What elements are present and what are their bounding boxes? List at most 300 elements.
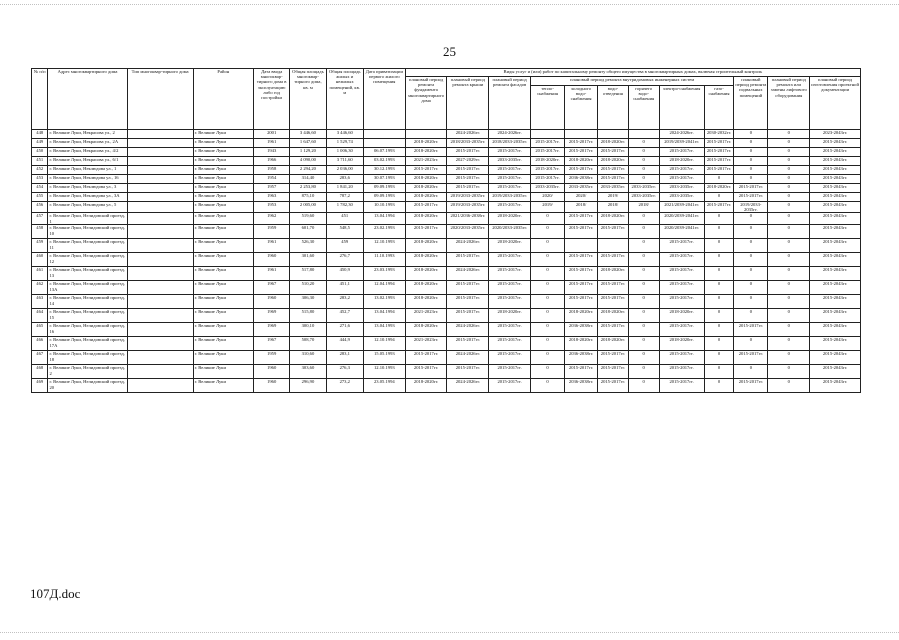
cell-living: 276,3	[326, 365, 363, 379]
cell-lift: 0	[768, 193, 810, 202]
cell-year: 1958	[254, 166, 290, 175]
cell-base: 0	[734, 166, 768, 175]
cell-roof: 2019/2033-2035гг.	[447, 202, 489, 213]
cell-year: 1960	[254, 253, 290, 267]
cell-addr: г. Великие Луки, Неклюдова ул., 16	[48, 175, 127, 184]
cell-base: 2015-2017гг.	[734, 379, 768, 393]
cell-year: 1954	[254, 175, 290, 184]
cell-found: 2015-2017гг.	[405, 225, 447, 239]
col-address: Адрес многоквартирного дома	[48, 69, 127, 130]
cell-living: 283,6	[326, 175, 363, 184]
cell-type	[127, 193, 193, 202]
cell-roof: 2015-2017гг.	[447, 253, 489, 267]
cell-priv: 12.10.1994	[363, 337, 405, 351]
cell-year: 1960	[254, 295, 290, 309]
cell-facade: 2015-2017гг.	[489, 281, 531, 295]
cell-total: 508,70	[290, 337, 326, 351]
cell-sewer: 2033-2035гг.	[598, 184, 629, 193]
cell-base: 0	[734, 175, 768, 184]
cell-facade: 2018-2020гг.	[489, 239, 531, 253]
cell-roof: 2024-2026гг.	[447, 379, 489, 393]
cell-dist: г. Великие Луки	[193, 281, 253, 295]
cell-hot: 0	[628, 148, 659, 157]
cell-found: 2018-2020гг.	[405, 379, 447, 393]
cell-sewer: 2015-2017гг.	[598, 379, 629, 393]
cell-hot: 2018/	[628, 202, 659, 213]
cell-dist: г. Великие Луки	[193, 309, 253, 323]
cell-found: 2018-2020гг.	[405, 139, 447, 148]
cell-lift: 0	[768, 309, 810, 323]
cell-facade: 2015-2017гг.	[489, 253, 531, 267]
cell-year: 1959	[254, 351, 290, 365]
col-roof: плановый период ремонта крыши	[447, 77, 489, 130]
cell-addr: г. Великие Луки, Некрасова ул., 2А	[48, 139, 127, 148]
cell-roof: 2015-2017гг.	[447, 309, 489, 323]
cell-type	[127, 337, 193, 351]
cell-type	[127, 267, 193, 281]
cell-proj: 2015-2043гг.	[810, 139, 861, 148]
col-hot-water: горячего водо-снабжения	[628, 86, 659, 130]
cell-year: 1967	[254, 337, 290, 351]
cell-dist: г. Великие Луки	[193, 213, 253, 225]
cell-sewer: 2015-2017гг.	[598, 281, 629, 295]
cell-roof: 2015-2017гг.	[447, 148, 489, 157]
cell-priv: 09.09.1993	[363, 184, 405, 193]
cell-gas: 2015-2017гг.	[704, 157, 734, 166]
cell-facade: 2019/2033-2035гг.	[489, 193, 531, 202]
cell-priv: 06.07.1993	[363, 148, 405, 157]
cell-type	[127, 239, 193, 253]
cell-heat: 2033-2035гг.	[531, 184, 565, 193]
cell-lift: 0	[768, 379, 810, 393]
cell-total: 2 253,80	[290, 184, 326, 193]
cell-type	[127, 213, 193, 225]
cell-lift: 0	[768, 213, 810, 225]
cell-facade: 2015-2017гг.	[489, 148, 531, 157]
cell-type	[127, 139, 193, 148]
cell-hot: 0	[628, 365, 659, 379]
cell-n: 468	[32, 365, 48, 379]
cell-sewer: 2018-2020гг.	[598, 309, 629, 323]
cell-roof: 2015-2017гг.	[447, 295, 489, 309]
cell-found: 2018-2020гг.	[405, 213, 447, 225]
cell-gas: 2015-2017гг.	[704, 139, 734, 148]
cell-elec: 2015-2017гг.	[659, 267, 704, 281]
cell-year: 1966	[254, 157, 290, 166]
cell-total: 1 129,20	[290, 148, 326, 157]
cell-n: 460	[32, 253, 48, 267]
cell-proj: 2015-2043гг.	[810, 253, 861, 267]
cell-gas: 0	[704, 309, 734, 323]
cell-found: 2018-2020гг.	[405, 239, 447, 253]
cell-cold	[565, 239, 598, 253]
cell-hot: 0	[628, 213, 659, 225]
cell-elec: 2015-2017гг.	[659, 166, 704, 175]
cell-addr: г. Великие Луки, Нелидовский проезд, 15	[48, 309, 127, 323]
cell-elec: 2015-2017гг.	[659, 175, 704, 184]
table-row	[32, 281, 861, 295]
cell-total: 2 294,20	[290, 166, 326, 175]
cell-total: 2 005,00	[290, 202, 326, 213]
cell-hot: 0	[628, 239, 659, 253]
cell-n: 469	[32, 379, 48, 393]
cell-found: 2015-2017гг.	[405, 166, 447, 175]
cell-cold: 2015-2017гг.	[565, 295, 598, 309]
cell-living: 450,9	[326, 267, 363, 281]
cell-cold: 2015-2017гг.	[565, 267, 598, 281]
cell-type	[127, 379, 193, 393]
cell-priv: 30.12.1993	[363, 166, 405, 175]
col-gas: газо-снабжения	[704, 86, 734, 130]
cell-sewer: 2015-2017гг.	[598, 295, 629, 309]
cell-addr: г. Великие Луки, Нелидовский проезд, 14	[48, 295, 127, 309]
cell-heat: 2020/	[531, 193, 565, 202]
cell-priv	[363, 139, 405, 148]
cell-proj: 2015-2043гг.	[810, 337, 861, 351]
cell-proj: 2015-2043гг.	[810, 225, 861, 239]
cell-sewer: 2015-2017гг.	[598, 166, 629, 175]
cell-lift: 0	[768, 267, 810, 281]
cell-heat: 0	[531, 309, 565, 323]
table-row	[32, 323, 861, 337]
cell-dist: г. Великие Луки	[193, 365, 253, 379]
cell-type	[127, 323, 193, 337]
cell-elec: 2015-2017гг.	[659, 281, 704, 295]
cell-type	[127, 295, 193, 309]
cell-found: 2018-2020гг.	[405, 323, 447, 337]
table-row	[32, 379, 861, 393]
cell-cold: 2015-2017гг.	[565, 139, 598, 148]
cell-heat: 2015-2017гг.	[531, 175, 565, 184]
cell-heat: 0	[531, 295, 565, 309]
cell-hot: 0	[628, 225, 659, 239]
cell-cold: 2036-2038гг.	[565, 323, 598, 337]
cell-sewer: 2015-2017гг.	[598, 351, 629, 365]
cell-sewer: 2015-2017гг.	[598, 365, 629, 379]
cell-found: 2021-2023гг.	[405, 157, 447, 166]
cell-found: 2018-2020гг.	[405, 295, 447, 309]
cell-heat: 0	[531, 351, 565, 365]
col-district: Район	[193, 69, 253, 130]
cell-n: 453	[32, 175, 48, 184]
cell-n: 459	[32, 239, 48, 253]
cell-heat: 0	[531, 267, 565, 281]
cell-sewer: 2018-2020гг.	[598, 157, 629, 166]
cell-roof: 2015-2017гг.	[447, 337, 489, 351]
cell-sewer: 2019/	[598, 193, 629, 202]
cell-base: 0	[734, 253, 768, 267]
cell-base: 0	[734, 130, 768, 139]
cell-facade: 2018/2033-2035гг.	[489, 139, 531, 148]
cell-addr: г. Великие Луки, Нелидовский проезд, 12	[48, 253, 127, 267]
cell-heat: 2019/	[531, 202, 565, 213]
cell-facade: 2020/2033-2035гг.	[489, 225, 531, 239]
cell-elec: 2015-2017гг.	[659, 295, 704, 309]
cell-hot: 0	[628, 175, 659, 184]
cell-base: 0	[734, 337, 768, 351]
cell-hot: 0	[628, 166, 659, 175]
cell-gas: 2015-2017гг.	[704, 202, 734, 213]
cell-found: 2018-2020гг.	[405, 184, 447, 193]
cell-elec: 2018-2020гг.	[659, 157, 704, 166]
cell-year: 1969	[254, 309, 290, 323]
cell-cold: 2015-2017гг.	[565, 213, 598, 225]
cell-sewer	[598, 130, 629, 139]
cell-proj: 2015-2043гг.	[810, 202, 861, 213]
cell-type	[127, 130, 193, 139]
cell-total: 303,60	[290, 365, 326, 379]
cell-n: 457	[32, 213, 48, 225]
cell-found: 2021-2023гг.	[405, 309, 447, 323]
cell-type	[127, 148, 193, 157]
cell-hot: 0	[628, 281, 659, 295]
cell-heat: 0	[531, 365, 565, 379]
cell-lift: 0	[768, 130, 810, 139]
cell-type	[127, 157, 193, 166]
cell-living: 271,6	[326, 323, 363, 337]
cell-elec: 2033-2035гг.	[659, 193, 704, 202]
cell-priv: 23.03.1993	[363, 267, 405, 281]
cell-living: 1 782,30	[326, 202, 363, 213]
table-row	[32, 295, 861, 309]
cell-addr: г. Великие Луки, Нелидовский проезд, 18	[48, 351, 127, 365]
cell-living: 459	[326, 239, 363, 253]
table-row	[32, 157, 861, 166]
cell-roof: 2018/2033-2035гг.	[447, 139, 489, 148]
cell-lift: 0	[768, 225, 810, 239]
cell-proj: 2015-2043гг.	[810, 323, 861, 337]
cell-hot: 0	[628, 351, 659, 365]
cell-hot: 2033-2035гг.	[628, 193, 659, 202]
cell-n: 451	[32, 157, 48, 166]
col-elevator: плановый период ремонта или замены лифтового оборудования	[768, 77, 810, 130]
cell-elec: 2018-2020гг.	[659, 309, 704, 323]
cell-living: 3 446,60	[326, 130, 363, 139]
cell-proj: 2015-2043гг.	[810, 193, 861, 202]
cell-elec: 2033-2035гг.	[659, 184, 704, 193]
cell-total: 4 090,00	[290, 157, 326, 166]
cell-roof: 2015-2017гг.	[447, 184, 489, 193]
col-privatization: Дата приватизации первого жилого помещения	[363, 69, 405, 130]
cell-priv: 12.04.1994	[363, 281, 405, 295]
cell-found: 2015-2017гг.	[405, 202, 447, 213]
cell-type	[127, 351, 193, 365]
cell-living: 1 529,74	[326, 139, 363, 148]
cell-sewer: 2015-2017гг.	[598, 225, 629, 239]
cell-proj: 2015-2043гг.	[810, 166, 861, 175]
cell-roof: 2020/2033-2035гг.	[447, 225, 489, 239]
cell-gas: 0	[704, 323, 734, 337]
cell-roof: 2024-2026гг.	[447, 351, 489, 365]
cell-total: 301,60	[290, 253, 326, 267]
cell-n: 452	[32, 166, 48, 175]
cell-addr: г. Великие Луки, Некрасова ул., 2	[48, 130, 127, 139]
cell-priv: 11.10.1993	[363, 253, 405, 267]
cell-heat: 0	[531, 253, 565, 267]
cell-gas: 0	[704, 193, 734, 202]
cell-cold: 2018/	[565, 202, 598, 213]
cell-heat: 0	[531, 323, 565, 337]
cell-facade: 2015-2017гг.	[489, 267, 531, 281]
cell-elec: 2021/2039-2041гг.	[659, 202, 704, 213]
cell-lift: 0	[768, 239, 810, 253]
cell-base: 0	[734, 267, 768, 281]
cell-type	[127, 365, 193, 379]
col-facade: плановый период ремонта фасадов	[489, 77, 531, 130]
cell-year: 1959	[254, 225, 290, 239]
cell-base: 0	[734, 295, 768, 309]
cell-hot: 0	[628, 337, 659, 351]
cell-sewer: 2018/	[598, 202, 629, 213]
cell-gas: 2015-2017гг.	[704, 148, 734, 157]
cell-priv: 03.02.1993	[363, 157, 405, 166]
cell-total: 519,60	[290, 213, 326, 225]
cell-n: 467	[32, 351, 48, 365]
cell-cold: 2018-2020гг.	[565, 157, 598, 166]
cell-heat: 2015-2017гг.	[531, 139, 565, 148]
cell-lift: 0	[768, 281, 810, 295]
cell-cold: 2015-2017гг.	[565, 166, 598, 175]
cell-year: 1957	[254, 184, 290, 193]
cell-roof: 2024-2026гг.	[447, 130, 489, 139]
cell-total: 875,10	[290, 193, 326, 202]
cell-proj: 2015-2043гг.	[810, 213, 861, 225]
cell-base: 0	[734, 309, 768, 323]
cell-total: 601,70	[290, 225, 326, 239]
cell-living: 1 006,30	[326, 148, 363, 157]
cell-year: 1960	[254, 379, 290, 393]
cell-sewer: 2015-2017гг.	[598, 148, 629, 157]
table-header	[32, 69, 861, 130]
cell-living: 451,1	[326, 281, 363, 295]
scan-line-bottom	[0, 632, 899, 633]
cell-cold: 2036-2038гг.	[565, 351, 598, 365]
cell-heat: 0	[531, 213, 565, 225]
cell-total: 3 446,60	[290, 130, 326, 139]
cell-lift: 0	[768, 253, 810, 267]
cell-dist: г. Великие Луки	[193, 139, 253, 148]
cell-hot: 0	[628, 323, 659, 337]
cell-proj: 2015-2043гг.	[810, 309, 861, 323]
cell-base: 2015-2017гг.	[734, 323, 768, 337]
cell-elec: 2015-2017гг.	[659, 323, 704, 337]
cell-dist: г. Великие Луки	[193, 175, 253, 184]
cell-base: 0	[734, 239, 768, 253]
cell-living: 283,1	[326, 351, 363, 365]
cell-type	[127, 202, 193, 213]
cell-total: 515,80	[290, 309, 326, 323]
cell-hot: 2033-2035гг.	[628, 184, 659, 193]
cell-dist: г. Великие Луки	[193, 193, 253, 202]
cell-facade: 2015-2017гг.	[489, 351, 531, 365]
cell-facade: 2024-2026гг.	[489, 130, 531, 139]
cell-priv: 30.07.1993	[363, 175, 405, 184]
cell-total: 300,10	[290, 323, 326, 337]
cell-n: 466	[32, 337, 48, 351]
cell-found	[405, 130, 447, 139]
cell-roof: 2015-2017гг.	[447, 281, 489, 295]
cell-found: 2018-2020гг.	[405, 175, 447, 184]
cell-gas: 0	[704, 175, 734, 184]
cell-n: 454	[32, 184, 48, 193]
cell-year: 1962	[254, 213, 290, 225]
cell-gas: 0	[704, 295, 734, 309]
cell-n: 463	[32, 295, 48, 309]
cell-roof: 2015-2017гг.	[447, 365, 489, 379]
cell-gas: 0	[704, 281, 734, 295]
cell-sewer: 2015-2017гг.	[598, 323, 629, 337]
cell-heat: 2018-2020гг.	[531, 157, 565, 166]
cell-heat: 2015-2017гг.	[531, 166, 565, 175]
cell-priv: 13.02.1993	[363, 295, 405, 309]
table-row	[32, 193, 861, 202]
cell-proj: 2015-2043гг.	[810, 379, 861, 393]
cell-facade: 2015-2017гг.	[489, 295, 531, 309]
cell-hot	[628, 130, 659, 139]
table-body	[32, 130, 861, 393]
cell-roof: 2015-2017гг.	[447, 166, 489, 175]
cell-total: 510,20	[290, 281, 326, 295]
cell-gas: 0	[704, 225, 734, 239]
cell-lift: 0	[768, 166, 810, 175]
scan-line-top	[0, 4, 899, 5]
table-row	[32, 225, 861, 239]
page-number: 25	[443, 44, 456, 59]
cell-priv: 13.04.1993	[363, 323, 405, 337]
cell-proj: 2015-2043гг.	[810, 157, 861, 166]
cell-sewer: 2018-2020гг.	[598, 213, 629, 225]
cell-type	[127, 253, 193, 267]
table-row	[32, 213, 861, 225]
cell-facade: 2033-2035гг.	[489, 157, 531, 166]
cell-n: 456	[32, 202, 48, 213]
cell-base: 2015-2017гг.	[734, 184, 768, 193]
cell-living: 2 036,00	[326, 166, 363, 175]
cell-gas: 0	[704, 379, 734, 393]
cell-lift: 0	[768, 139, 810, 148]
cell-year: 1961	[254, 267, 290, 281]
cell-base: 0	[734, 213, 768, 225]
cell-living: 548,5	[326, 225, 363, 239]
cell-addr: г. Великие Луки, Некрасова ул., 6/1	[48, 157, 127, 166]
cell-hot: 0	[628, 267, 659, 281]
cell-year: 1963	[254, 193, 290, 202]
cell-roof: 2024-2026гг.	[447, 323, 489, 337]
cell-found: 2018-2020гг.	[405, 253, 447, 267]
cell-proj: 2023-2043гг.	[810, 130, 861, 139]
cell-addr: г. Великие Луки, Неклюдова ул., 3А	[48, 193, 127, 202]
cell-base: 2019/2033-2035гг.	[734, 202, 768, 213]
cell-heat: 0	[531, 379, 565, 393]
cell-gas: 0	[704, 213, 734, 225]
col-project-docs: плановый период изготовления проектной документации	[810, 77, 861, 130]
cell-elec: 2020/2039-2041гг.	[659, 213, 704, 225]
table-row	[32, 184, 861, 193]
cell-total: 1 647,60	[290, 139, 326, 148]
cell-sewer: 2015-2017гг.	[598, 253, 629, 267]
table-row	[32, 166, 861, 175]
cell-type	[127, 184, 193, 193]
cell-hot: 0	[628, 295, 659, 309]
cell-addr: г. Великие Луки, Нелидовский проезд, 2	[48, 365, 127, 379]
table-row	[32, 130, 861, 139]
cell-dist: г. Великие Луки	[193, 323, 253, 337]
cell-lift: 0	[768, 157, 810, 166]
cell-elec: 2015-2017гг.	[659, 239, 704, 253]
cell-priv: 15.05.1993	[363, 351, 405, 365]
cell-facade: 2015-2017гг.	[489, 323, 531, 337]
col-sewer: водо-отведения	[598, 86, 629, 130]
